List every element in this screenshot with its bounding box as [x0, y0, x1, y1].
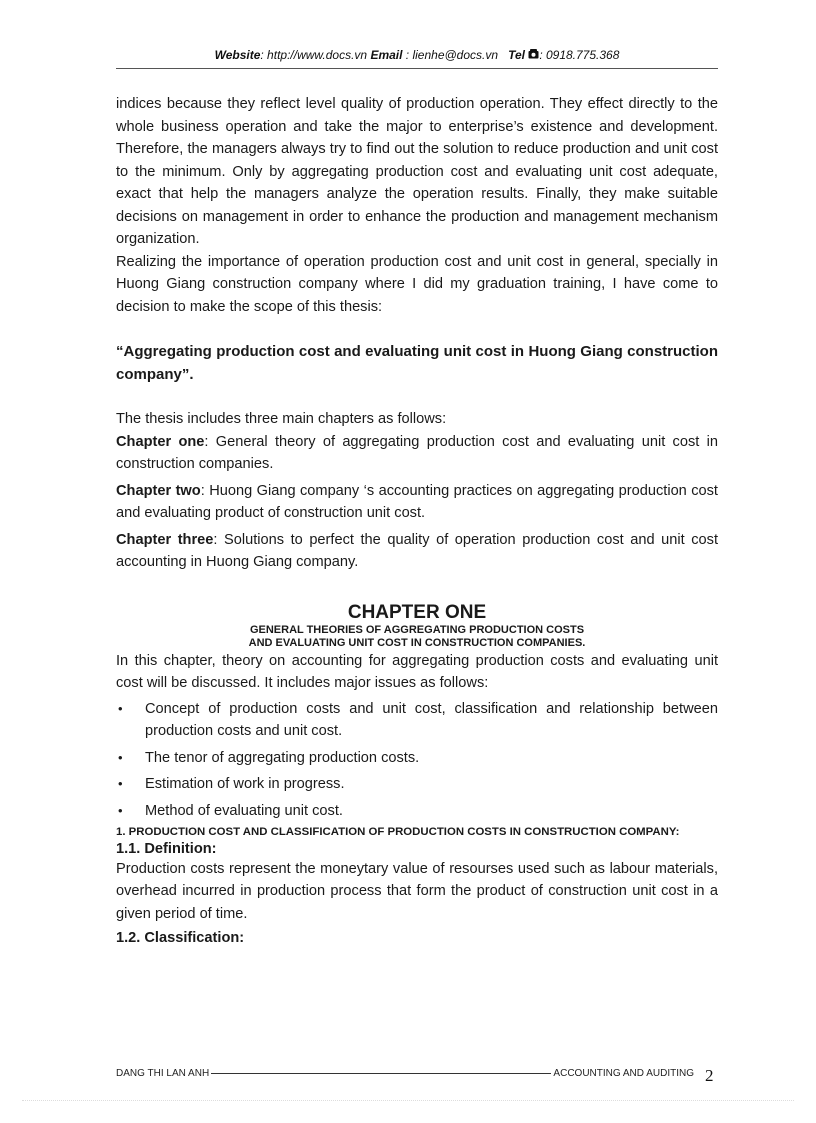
footer-author: DANG THI LAN ANH	[116, 1067, 210, 1079]
footer-department: ACCOUNTING AND AUDITING	[553, 1067, 694, 1079]
chapter-intro: In this chapter, theory on accounting for aggregating production costs and evaluating unit cost will be discussed. It includes major issues as follows:	[116, 652, 718, 691]
page-content	[116, 93, 718, 949]
list-item: • The tenor of aggregating production costs.	[116, 747, 718, 770]
chapter-heading: CHAPTER ONE	[347, 601, 487, 623]
chapter-one-summary	[116, 431, 718, 476]
list-item: • Estimation of work in progress.	[116, 773, 718, 796]
page-header	[116, 48, 718, 69]
page-number: 2	[705, 1066, 714, 1085]
subsection-heading-1-2: 1.2. Classification:	[116, 930, 245, 946]
bullet-icon: •	[118, 802, 123, 818]
tel-value: : 0918.775.368	[539, 48, 620, 62]
chapter-text: : Solutions to perfect the quality of operation production cost and unit cost accounting in Huong Giang company.	[116, 531, 718, 570]
chapter-two-summary	[116, 480, 718, 525]
chapters-intro: The thesis includes three main chapters as follows:	[116, 411, 447, 427]
paragraph-intro: indices because they reflect level quality of production operation. They effect directly to the whole business operation and take the major to enterprise’s existence and development. Therefore, the managers always try to find out the solution to reduce production and unit cost to the minimum. Only by aggregating production cost and evaluating unit cost adequate, exact that help the managers analyze the operation results. Finally, they make suitable decisions on management in order to enhance the production and management mechanism organization.	[116, 96, 718, 247]
definition-paragraph: Production costs represent the moneytary value of resourses used such as labour materials, overhead incurred in production process that form the product of construction unit cost in a given period of time.	[116, 860, 718, 922]
email-value: : lienhe@docs.vn	[402, 48, 499, 62]
chapter-subtitle-line2: AND EVALUATING UNIT COST IN CONSTRUCTION COMPANIES.	[248, 636, 586, 649]
chapter-label: Chapter three	[116, 531, 214, 548]
issues-list	[116, 698, 718, 823]
chapter-text: : Huong Giang company ‘s accounting practices on aggregating production cost and evaluating product of construction unit cost.	[116, 482, 718, 521]
paragraph-realizing: Realizing the importance of operation production cost and unit cost in general, specially in Huong Giang construction company where I did my graduation training, I have come to decision to make the scope of this thesis:	[116, 253, 718, 315]
chapter-three-summary	[116, 529, 718, 574]
bullet-icon: •	[118, 700, 123, 716]
email-label: Email	[370, 48, 403, 62]
chapter-text: : General theory of aggregating production cost and evaluating unit cost in construction companies.	[116, 433, 718, 472]
phone-icon	[528, 48, 539, 62]
website-value: : http://www.docs.vn	[260, 48, 368, 62]
list-item: • Concept of production costs and unit cost, classification and relationship between production costs and unit cost.	[116, 698, 718, 743]
bullet-icon: •	[118, 776, 123, 791]
chapter-label: Chapter one	[116, 433, 205, 450]
website-label: Website	[214, 48, 261, 62]
page-edge-divider	[22, 1100, 794, 1101]
subsection-heading-1-1: 1.1. Definition:	[116, 840, 217, 857]
section-heading-1: 1. PRODUCTION COST AND CLASSIFICATION OF PRODUCTION COSTS IN CONSTRUCTION COMPANY:	[116, 826, 680, 838]
list-item: • Method of evaluating unit cost.	[116, 800, 718, 823]
thesis-title: “Aggregating production cost and evaluating unit cost in Huong Giang construction company”.	[116, 343, 718, 383]
page-footer	[116, 1066, 694, 1080]
tel-label: Tel	[508, 48, 525, 62]
chapter-label: Chapter two	[116, 482, 201, 499]
footer-divider	[211, 1073, 551, 1074]
bullet-icon: •	[118, 749, 123, 765]
chapter-subtitle-line1: GENERAL THEORIES OF AGGREGATING PRODUCTION COSTS	[249, 623, 585, 636]
